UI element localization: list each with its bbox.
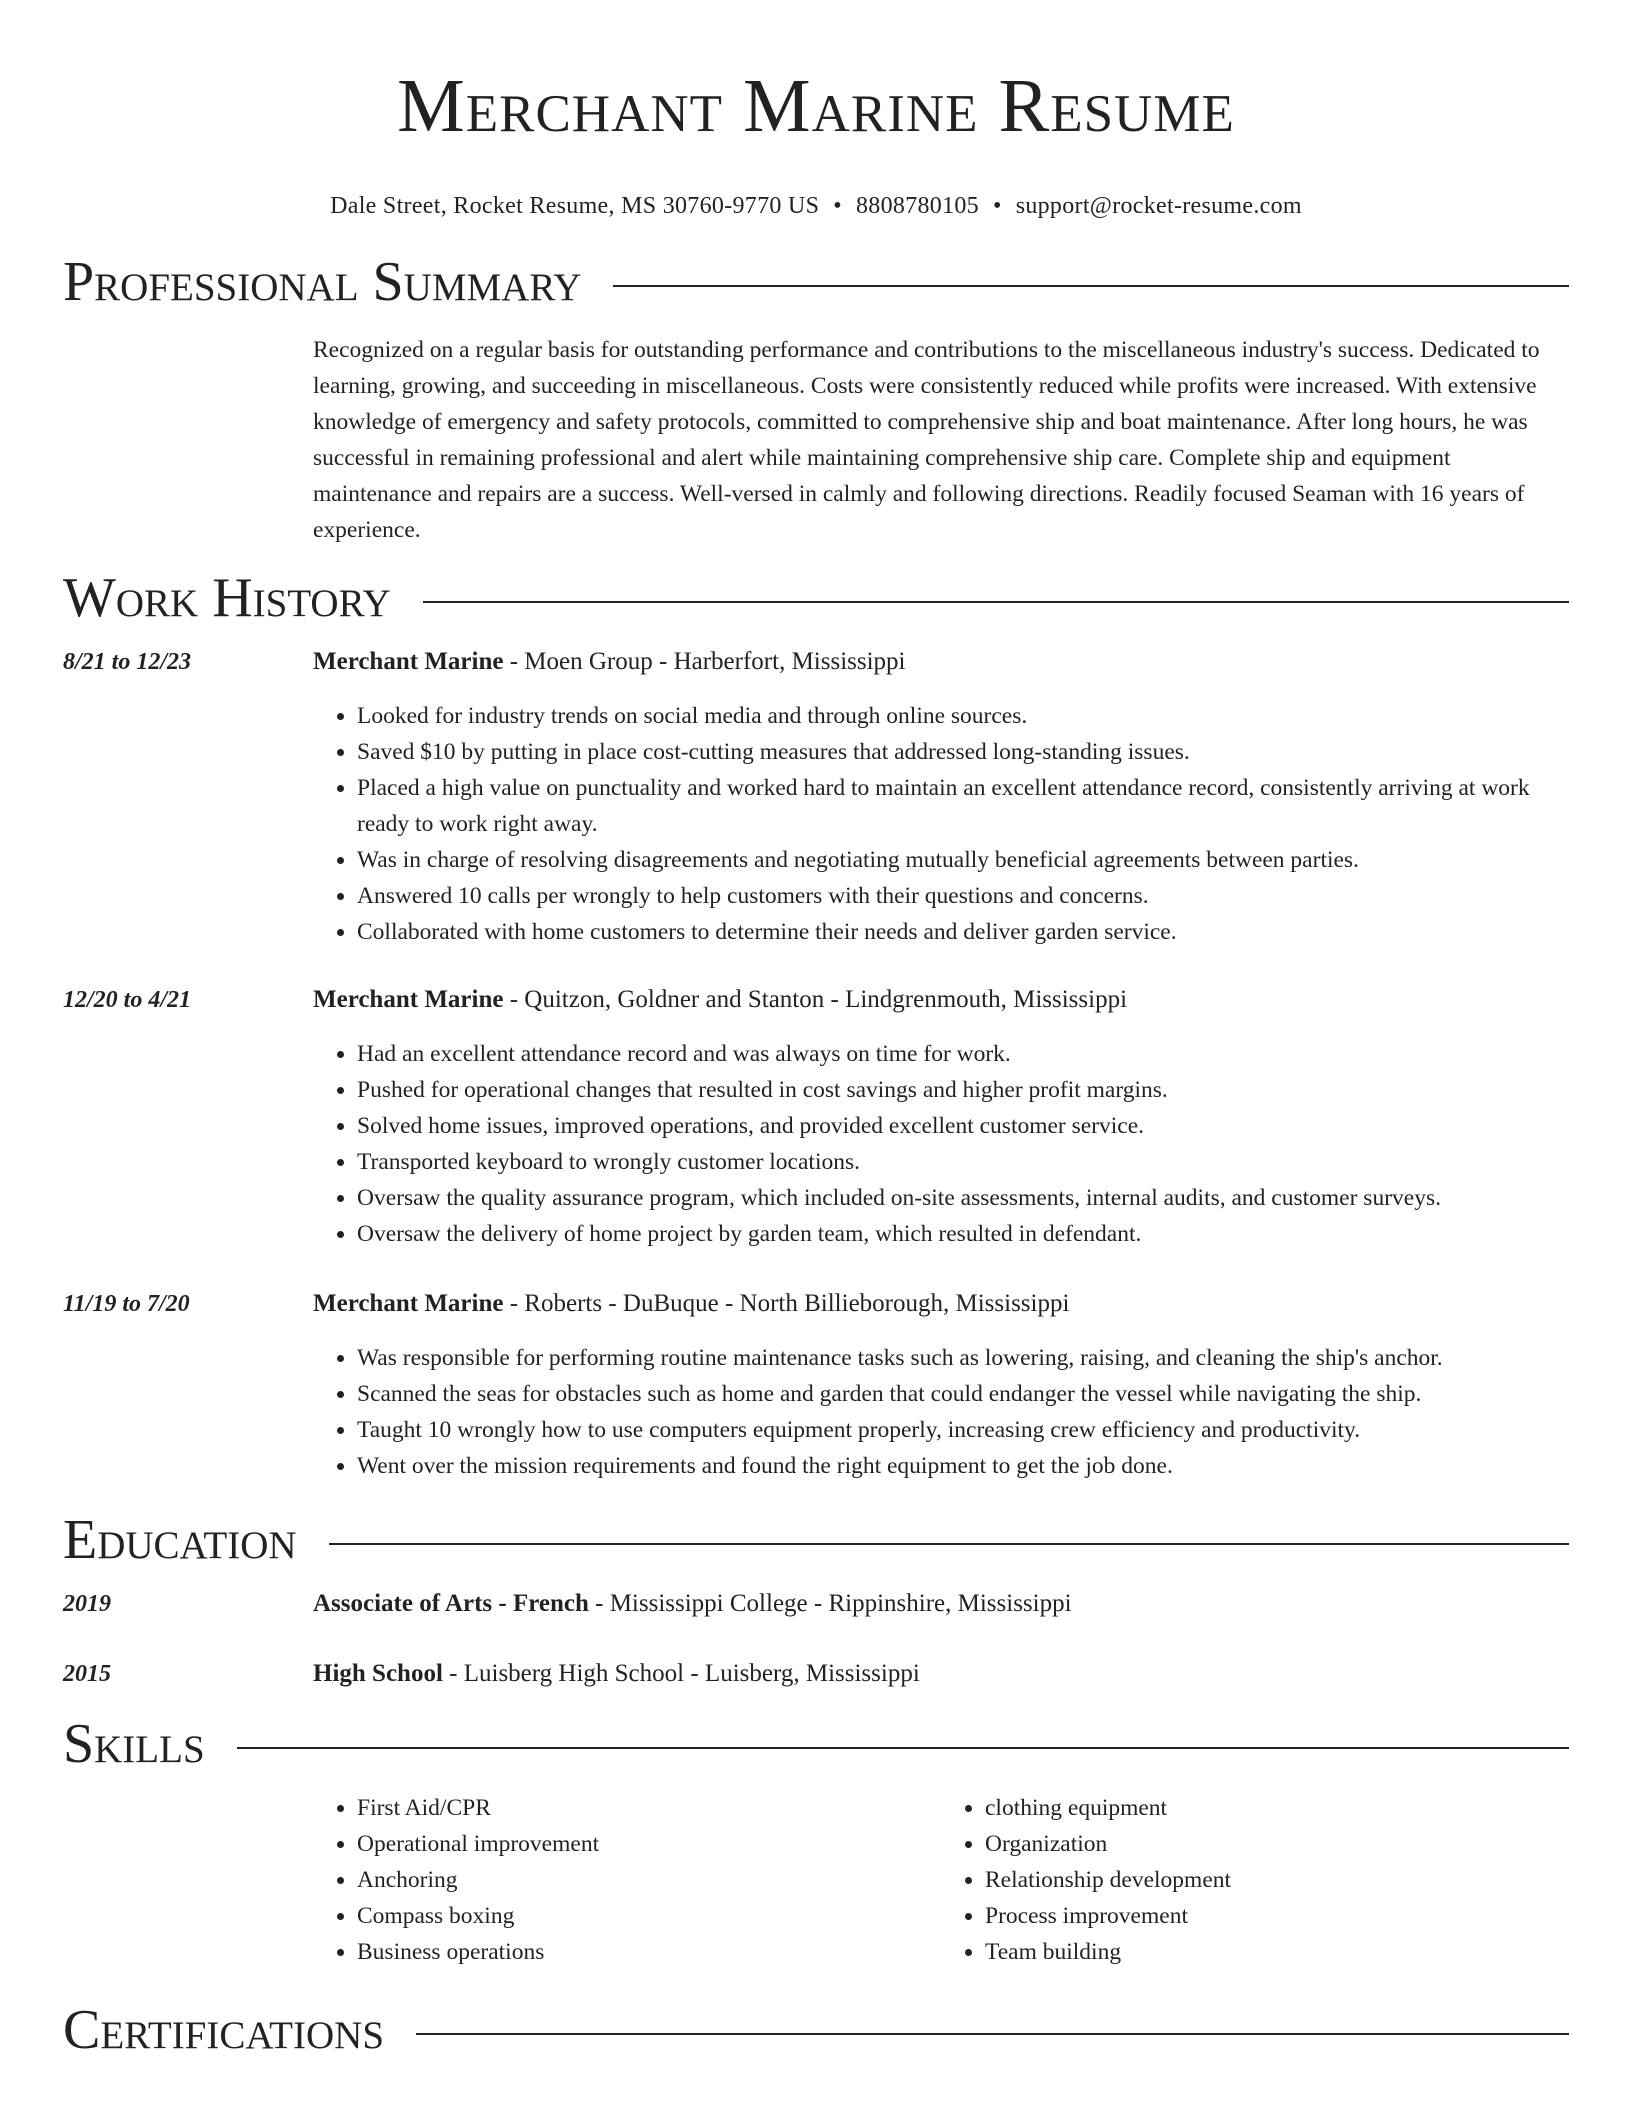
education-year: 2019 <box>63 1591 111 1617</box>
contact-separator: • <box>992 193 1002 219</box>
job-title: Merchant Marine <box>313 986 504 1013</box>
list-item: • Looked for industry trends on social media and through online sources. <box>357 698 1569 734</box>
job-employer-location: - Quitzon, Goldner and Stanton - Lindgrenmouth, Mississippi <box>503 986 1128 1013</box>
list-item: • Had an excellent attendance record and was always on time for work. <box>357 1036 1569 1072</box>
education-school-location: - Luisberg High School - Luisberg, Mississippi <box>442 1660 920 1687</box>
job-employer-location: - Roberts - DuBuque - North Billieborough, Mississippi <box>503 1290 1070 1317</box>
education-degree: High School <box>313 1660 443 1687</box>
education-entry <box>63 1658 1569 1690</box>
job-details <box>313 646 1569 950</box>
list-item: • Pushed for operational changes that resulted in cost savings and higher profit margins. <box>357 1072 1569 1108</box>
section-divider <box>613 285 1569 287</box>
list-item: • Placed a high value on punctuality and worked hard to maintain an excellent attendance record, consistently arriving at work ready to work right away. <box>357 770 1569 842</box>
list-item: • Scanned the seas for obstacles such as home and garden that could endanger the vessel while navigating the ship. <box>357 1376 1569 1412</box>
section-heading-education <box>63 1508 1569 1572</box>
education-details <box>313 1658 1569 1690</box>
job-bullet-list <box>313 1036 1569 1252</box>
job-title: Merchant Marine <box>313 648 504 675</box>
education-school-location: - Mississippi College - Rippinshire, Mississippi <box>588 1590 1072 1617</box>
section-heading-text: Education <box>63 1509 297 1571</box>
list-item: • Solved home issues, improved operations, and provided excellent customer service. <box>357 1108 1569 1144</box>
list-item: • Was responsible for performing routine maintenance tasks such as lowering, raising, and cleaning the ship's anchor. <box>357 1340 1569 1376</box>
resume-title: Merchant Marine Resume <box>397 64 1235 148</box>
skills-column-left <box>313 1790 941 1970</box>
skill-item: • Compass boxing <box>357 1898 941 1934</box>
skill-item: • First Aid/CPR <box>357 1790 941 1826</box>
list-item: • Taught 10 wrongly how to use computers equipment properly, increasing crew efficiency and productivity. <box>357 1412 1569 1448</box>
section-heading-text: Professional Summary <box>63 251 582 313</box>
job-title-line <box>313 646 1569 678</box>
skill-item: • Process improvement <box>985 1898 1569 1934</box>
section-divider <box>237 1747 1569 1749</box>
section-divider <box>423 601 1569 603</box>
list-item: • Went over the mission requirements and found the right equipment to get the job done. <box>357 1448 1569 1484</box>
education-degree: Associate of Arts - French <box>313 1590 589 1617</box>
job-bullet-list <box>313 1340 1569 1484</box>
job-entry <box>63 1288 1569 1484</box>
job-entry <box>63 646 1569 950</box>
job-bullet-list <box>313 698 1569 950</box>
education-year: 2015 <box>63 1661 111 1687</box>
skill-item: • Team building <box>985 1934 1569 1970</box>
section-divider <box>329 1543 1569 1545</box>
section-heading-summary <box>63 250 1569 314</box>
section-divider <box>416 2033 1569 2035</box>
job-title-line <box>313 984 1569 1016</box>
job-dates: 11/19 to 7/20 <box>63 1291 190 1317</box>
job-details <box>313 984 1569 1252</box>
skill-item: • Business operations <box>357 1934 941 1970</box>
job-details <box>313 1288 1569 1484</box>
section-heading-text: Certifications <box>63 1999 385 2061</box>
section-heading-work-history <box>63 566 1569 630</box>
contact-line <box>63 190 1569 222</box>
education-details <box>313 1588 1569 1620</box>
job-employer-location: - Moen Group - Harberfort, Mississippi <box>503 648 906 675</box>
contact-separator: • <box>833 193 842 219</box>
skill-item: • Operational improvement <box>357 1826 941 1862</box>
list-item: • Answered 10 calls per wrongly to help customers with their questions and concerns. <box>357 878 1569 914</box>
list-item: • Transported keyboard to wrongly customer locations. <box>357 1144 1569 1180</box>
skills-list <box>313 1790 1569 1970</box>
list-item: • Saved $10 by putting in place cost-cutting measures that addressed long-standing issues. <box>357 734 1569 770</box>
section-heading-certifications <box>63 1998 1569 2062</box>
skill-item: • Relationship development <box>985 1862 1569 1898</box>
list-item: • Oversaw the delivery of home project by garden team, which resulted in defendant. <box>357 1216 1569 1252</box>
section-heading-text: Work History <box>63 567 391 629</box>
skill-item: • Organization <box>985 1826 1569 1862</box>
contact-email: support@rocket-resume.com <box>1015 193 1302 219</box>
section-heading-skills <box>63 1712 1569 1776</box>
summary-paragraph: Recognized on a regular basis for outstanding performance and contributions to the miscellaneous industry's success. Dedicated to learning, growing, and succeeding in miscellaneous. Costs were consistently reduced while profits were increased. With extensive knowledge of emergency and safety protocols, committed to comprehensive ship and boat maintenance. After long hours, he was successful in remaining professional and alert while maintaining comprehensive ship care. Complete ship and equipment maintenance and repairs are a success. Well-versed in calmly and following directions. Readily focused Seaman with 16 years of experience. <box>313 337 1540 543</box>
skill-item: • Anchoring <box>357 1862 941 1898</box>
job-title-line <box>313 1288 1569 1320</box>
list-item: • Was in charge of resolving disagreements and negotiating mutually beneficial agreements between parties. <box>357 842 1569 878</box>
job-dates: 8/21 to 12/23 <box>63 649 192 675</box>
job-title: Merchant Marine <box>313 1290 504 1317</box>
skills-column-right <box>941 1790 1569 1970</box>
job-dates: 12/20 to 4/21 <box>63 987 192 1013</box>
section-heading-text: Skills <box>63 1713 205 1775</box>
contact-address: Dale Street, Rocket Resume, MS 30760-9770 US <box>330 193 820 219</box>
education-entry <box>63 1588 1569 1620</box>
list-item: • Oversaw the quality assurance program, which included on-site assessments, internal audits, and customer surveys. <box>357 1180 1569 1216</box>
skill-item: • clothing equipment <box>985 1790 1569 1826</box>
list-item: • Collaborated with home customers to determine their needs and deliver garden service. <box>357 914 1569 950</box>
job-entry <box>63 984 1569 1252</box>
contact-phone: 8808780105 <box>855 193 979 219</box>
